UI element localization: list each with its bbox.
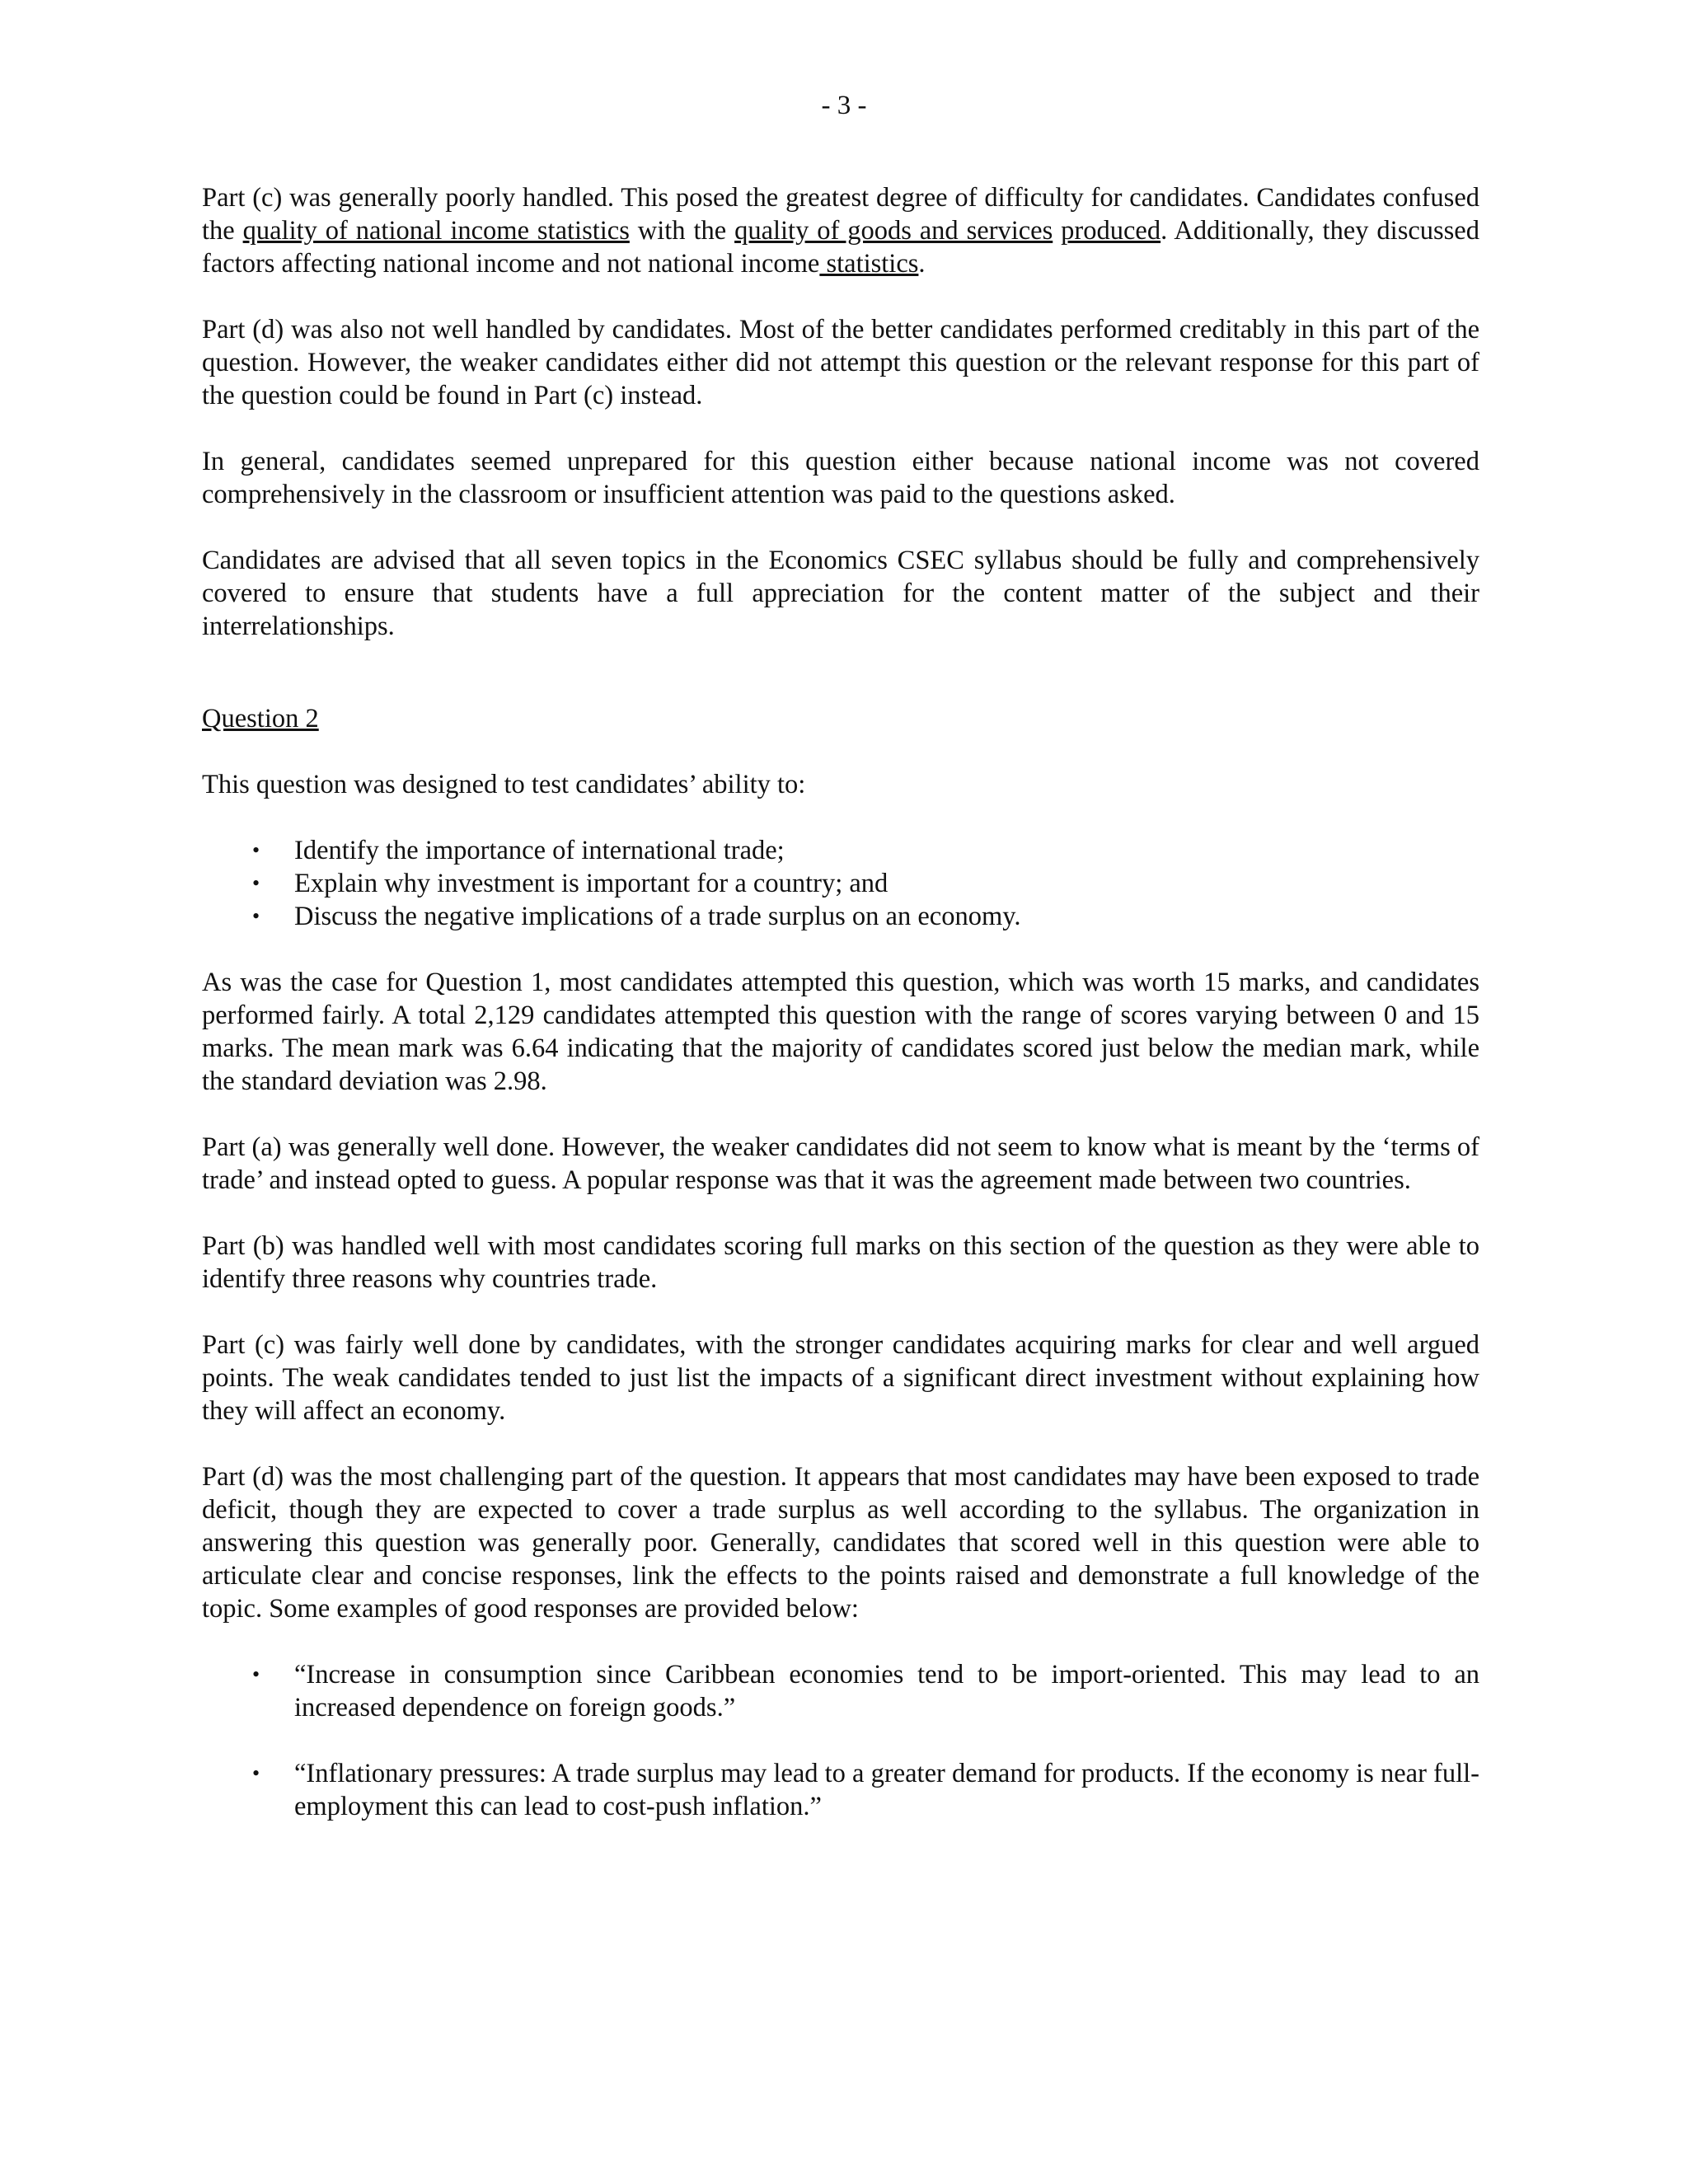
list-item: • Discuss the negative implications of a trade surplus on an economy. (252, 902, 1021, 931)
paragraph-advice: Candidates are advised that all seven topics in the Economics CSEC syllabus should be fully and comprehensively covered to ensure that students have a full appreciation for the content matter of the subject and their interrelationships. (202, 546, 1479, 641)
paragraph-part-c-q1: Part (c) was generally poorly handled. This posed the greatest degree of difficulty for candidates. Candidates confused the quality of national income statistics with the quality of goods and services produced. Additionally, they discussed factors affecting national income and not national income statistics. (202, 183, 1479, 279)
bullet-icon: • (252, 838, 260, 862)
list-item: • Identify the importance of international trade; (252, 836, 785, 865)
page-number: - 3 - (821, 91, 867, 120)
paragraph-part-d: Part (d) was the most challenging part of the question. It appears that most candidates may have been exposed to trade deficit, though they are expected to cover a trade surplus as well according to the syllabus. The organization in answering this question was generally poor. Generally, candidates that scored well in this question were able to articulate clear and concise responses, link the effects to the points raised and demonstrate a full knowledge of the topic. Some examples of good responses are provided below: (202, 1462, 1479, 1624)
bullet-icon: • (252, 1761, 260, 1785)
list-item: • “Increase in consumption since Caribbean economies tend to be import-oriented. This may lead to an increased dependence on foreign goods.” (252, 1660, 1479, 1722)
paragraph-part-c: Part (c) was fairly well done by candidates, with the stronger candidates acquiring marks for clear and well argued points. The weak candidates tended to just list the impacts of a significant direct investment without explaining how they will affect an economy. (202, 1330, 1479, 1426)
bullet-icon: • (252, 871, 260, 895)
underlined-phrase: produced (1061, 216, 1161, 246)
paragraph-part-a: Part (a) was generally well done. However, the weaker candidates did not seem to know what is meant by the ‘terms of trade’ and instead opted to guess. A popular response was that it was the agreement made between two countries. (202, 1132, 1479, 1195)
paragraph-general-comment: In general, candidates seemed unprepared for this question either because national income was not covered comprehensively in the classroom or insufficient attention was paid to the questions asked. (202, 447, 1479, 509)
paragraph-part-b: Part (b) was handled well with most candidates scoring full marks on this section of the question as they were able to identify three reasons why countries trade. (202, 1231, 1479, 1294)
paragraph-part-d-q1: Part (d) was also not well handled by candidates. Most of the better candidates performed creditably in this part of the question. However, the weaker candidates either did not attempt this question or the relevant response for this part of the question could be found in Part (c) instead. (202, 315, 1479, 410)
page-content (202, 181, 1479, 1856)
examples-list (202, 1658, 1479, 1823)
paragraph-overview: As was the case for Question 1, most candidates attempted this question, which was worth 15 marks, and candidates performed fairly. A total 2,129 candidates attempted this question with the range of scores varying between 0 and 15 marks. The mean mark was 6.64 indicating that the majority of candidates scored just below the median mark, while the standard deviation was 2.98. (202, 968, 1479, 1096)
question-2-intro: This question was designed to test candidates’ ability to: (202, 770, 806, 799)
objectives-list (202, 834, 1479, 933)
underlined-phrase: quality of national income statistics (242, 216, 630, 246)
bullet-icon: • (252, 1662, 260, 1686)
underlined-phrase: quality of goods and services (734, 216, 1053, 246)
bullet-icon: • (252, 904, 260, 928)
underlined-phrase: statistics (819, 249, 919, 279)
list-item: • Explain why investment is important for a country; and (252, 869, 889, 898)
question-2-heading: Question 2 (202, 704, 319, 733)
list-item: • “Inflationary pressures: A trade surplus may lead to a greater demand for products. If the economy is near full-employment this can lead to cost-push inflation.” (252, 1759, 1479, 1821)
